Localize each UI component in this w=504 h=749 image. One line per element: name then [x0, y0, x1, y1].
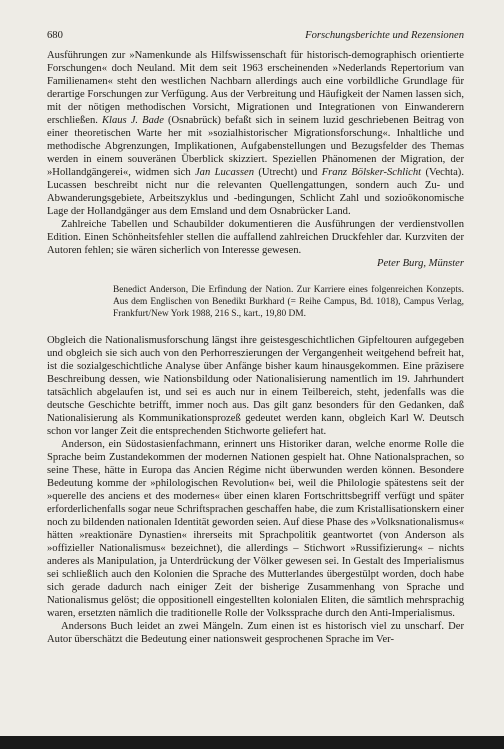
running-head — [47, 29, 464, 42]
review-1 — [47, 49, 464, 270]
page-number: 680 — [47, 30, 63, 41]
author-name: Franz Bölsker-Schlicht — [321, 167, 422, 178]
bottom-border — [0, 736, 504, 749]
running-title: Forschungsberichte und Rezensionen — [305, 30, 464, 41]
review-2-paragraph-2: Anderson, ein Südostasienfachmann, erinnert uns Historiker daran, welche enorme Rolle die Sprache beim Zustandekommen der modernen Nationen gespielt hat. Ohne Nationalsprachen, so seine These, hätte in Europa das Ancien Régime nicht überwunden werden können. Besondere Bedeutung komme der »philologischen Revolution« bei, weil die Philologie spätestens seit der »querelle des anciens et des modernes« über einen klaren Fortschrittsbegriff verfügt und später erforderlichenfalls sogar neue Schriftsprachen geschaffen habe, die zum Kristallisationskern einer noch zu bildenden nationalen Identität geworden seien. Auf diese Phase des »Volksnationalismus« hätten »reaktionäre Dynastien« ihrerseits mit Sprachpolitik geantwortet (von Anderson als »offizieller Nationalismus« bezeichnet), die allerdings – Stichwort »Russifizierung« – nichts anderes als Manipulation, ja Unterdrückung der Völker gewesen sei. In Gestalt des Imperialismus sei schließlich auch den Kolonien die Sprache des Mutterlandes übergestülpt worden, doch habe sich gerade dadurch nach einiger Zeit der bisherige Zusammenhang von Sprache und Nationalismus gelöst; die oppositionell eingestellten kolonialen Eliten, die sämtlich mehrsprachig waren, ersetzten nämlich die traditionelle Rolle der Volkssprache durch den Anti-Imperialismus. — [47, 439, 464, 619]
bibliographic-entry: Benedict Anderson, Die Erfindung der Nation. Zur Karriere eines folgenreichen Konzepts. Aus dem Englischen von Benedikt Burkhard (= Reihe Campus, Bd. 1018), Campus Verlag, Frankfurt/New York 1988, 216 S., kart., 19,80 DM. — [113, 285, 464, 319]
review-1-paragraph-2: Zahlreiche Tabellen und Schaubilder dokumentieren die Ausführungen der verdienstvollen Edition. Einen Schönheitsfehler stellen die auffallend zahlreichen Druckfehler dar. Kurzviten der Autoren fehlen; sie wären sicherlich von Interesse gewesen. — [47, 219, 464, 256]
author-name: Klaus J. Bade — [101, 115, 164, 126]
author-name: Jan Lucassen — [194, 167, 255, 178]
reviewer-signature: Peter Burg, Münster — [377, 258, 464, 269]
review-2-paragraph-1: Obgleich die Nationalismusforschung längst ihre geistesgeschichtlichen Gipfeltouren aufgegeben und obgleich sie sich auch von den Perhorreszierungen der Vergangenheit weitgehend befreit hat, ist die sozialgeschichtliche Analyse über Anfänge bisher kaum hinausgekommen. Eine präzisere Beschreibung dessen, wie Nationsbildung oder Nationalisierung namentlich im 19. Jahrhundert tatsächlich abgelaufen ist, und sei es auch nur in einem Teilbereich, steht, jedenfalls was die deutsche Geschichte betrifft, immer noch aus. Das gilt ganz besonders für den Gedanken, daß Nationalisierung als Kommunikationsprozeß gedeutet werden kann, obgleich Karl W. Deutsch schon vor langer Zeit die entsprechenden Stichworte geliefert hat. — [47, 335, 464, 437]
review-2-paragraph-3: Andersons Buch leidet an zwei Mängeln. Zum einen ist es historisch viel zu unscharf. Der Autor überschätzt die Bedeutung einer nationsweit gesprochenen Sprache im Ver- — [47, 621, 464, 645]
review-2 — [47, 284, 464, 646]
review-1-paragraph-1: Ausführungen zur »Namenkunde als Hilfswissenschaft für historisch-demographisch orientierte Forschungen« doch Neuland. Mit dem seit 1963 erscheinenden »Nederlands Repertorium van Familienamen« steht den westlichen Nachbarn allerdings auch eine vorbildliche Grundlage für derartige Forschungen zur Verfügung. Aus der Verbreitung und Häufigkeit der Namen lassen sich, mit der nötigen methodischen Vorsicht, Migrationen und Integrationen von Einwanderern erschließen. Klaus J. Bade (Osnabrück) befaßt sich in seinem luzid geschriebenen Beitrag von einer theoretischen Warte her mit »sozialhistorischer Migrationsforschung«. Inhaltliche und methodische Abgrenzungen, Implikationen, Aufgabenstellungen und Bezugsfelder des Themas werden in einem souveränen Überblick skizziert. Speziellen Phänomenen der Migration, der »Hollandgängerei«, widmen sich Jan Lucassen (Utrecht) und Franz Bölsker-Schlicht (Vechta). Lucassen beschreibt nicht nur die relevanten Quellengattungen, sondern auch Zu- und Abwanderungsgebiete, Arbeitszyklus und -bedingungen, Schlicht Zahl und sozioökonomische Lage der Hollandgänger aus dem Emsland und dem Osnabrücker Land. — [47, 50, 464, 217]
